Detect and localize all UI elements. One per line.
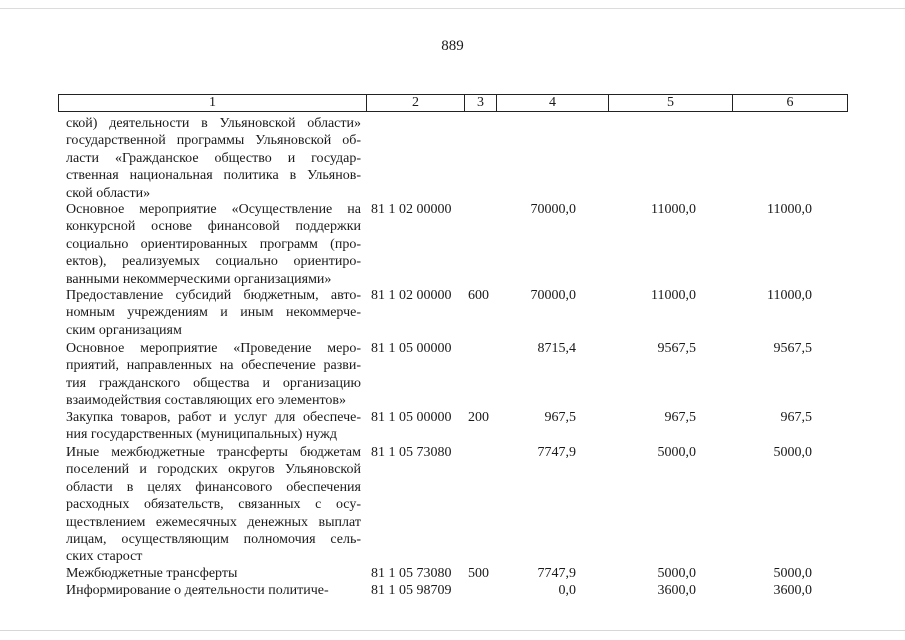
row-col-5: 5000,0 xyxy=(657,445,696,460)
row-description xyxy=(66,565,361,582)
row-col-4: 7747,9 xyxy=(537,566,576,581)
description-line: Иные межбюджетные трансферты бюджетам xyxy=(66,445,361,460)
description-line: поселений и городских округов Ульяновской xyxy=(66,462,361,478)
row-col-4: 7747,9 xyxy=(537,445,576,460)
description-line: области в целях финансового обеспечения xyxy=(66,479,361,495)
description-line: ской области» xyxy=(66,185,151,201)
description-line: ских старост xyxy=(66,549,143,565)
scan-artifact-bottom xyxy=(0,630,905,631)
row-col-6: 5000,0 xyxy=(773,566,812,581)
description-line: государственной программы Ульяновской об- xyxy=(66,133,361,149)
table-header-row xyxy=(58,94,848,112)
description-line: конкурсной основе финансовой поддержки xyxy=(66,219,361,235)
description-line: Предоставление субсидий бюджетным, авто- xyxy=(66,288,361,303)
table-row xyxy=(0,565,905,582)
row-col-5: 967,5 xyxy=(664,410,696,425)
row-code: 81 1 02 00000 xyxy=(371,202,452,217)
row-code: 81 1 02 00000 xyxy=(371,288,452,303)
row-col-4: 70000,0 xyxy=(530,288,576,303)
row-code: 81 1 05 73080 xyxy=(371,445,452,460)
description-line: взаимодействия составляющих его элементов» xyxy=(66,393,347,409)
row-description xyxy=(66,115,361,202)
scan-artifact-top xyxy=(0,8,905,9)
header-col-4: 4 xyxy=(496,95,608,111)
description-line: ласти «Гражданское общество и государ- xyxy=(66,150,361,166)
row-col-6: 9567,5 xyxy=(773,341,812,356)
row-description xyxy=(66,287,361,339)
description-line: ским организациям xyxy=(66,322,182,338)
description-line: ществлением ежемесячных денежных выплат xyxy=(66,514,361,530)
row-code: 81 1 05 98709 xyxy=(371,583,452,598)
row-code: 81 1 05 00000 xyxy=(371,410,452,425)
row-col-5: 11000,0 xyxy=(651,288,696,303)
row-code: 81 1 05 73080 xyxy=(371,566,452,581)
row-col-6: 3600,0 xyxy=(773,583,812,598)
row-description xyxy=(66,444,361,566)
description-line: Межбюджетные трансферты xyxy=(66,566,238,581)
table-row xyxy=(0,444,905,566)
row-description xyxy=(66,409,361,444)
row-col-4: 967,5 xyxy=(544,410,576,425)
description-line: расходных обязательств, связанных с осу- xyxy=(66,497,361,513)
row-col-6: 11000,0 xyxy=(767,288,812,303)
row-col-6: 11000,0 xyxy=(767,202,812,217)
header-col-1: 1 xyxy=(209,95,216,110)
description-line: социально ориентированных программ (про- xyxy=(66,236,361,252)
description-line: приятий, направленных на обеспечение разви- xyxy=(66,358,361,374)
description-line: лицам, осуществляющим полномочия сель- xyxy=(66,532,361,548)
row-description xyxy=(66,201,361,288)
description-line: ектов), реализуемых социально ориентиро- xyxy=(66,254,361,270)
row-expense-type: 200 xyxy=(468,410,489,425)
description-line: Закупка товаров, работ и услуг для обеспече- xyxy=(66,410,361,425)
row-col-6: 5000,0 xyxy=(773,445,812,460)
description-line: ской) деятельности в Ульяновской области» xyxy=(66,116,361,131)
row-col-5: 5000,0 xyxy=(657,566,696,581)
table-row xyxy=(0,340,905,410)
table-row xyxy=(0,409,905,444)
table-row xyxy=(0,115,905,202)
row-col-5: 11000,0 xyxy=(651,202,696,217)
description-line: Основное мероприятие «Осуществление на xyxy=(66,202,361,217)
row-col-5: 3600,0 xyxy=(657,583,696,598)
row-col-5: 9567,5 xyxy=(657,341,696,356)
row-col-6: 967,5 xyxy=(780,410,812,425)
row-expense-type: 500 xyxy=(468,566,489,581)
table-row xyxy=(0,582,905,599)
description-line: ния государственных (муниципальных) нужд xyxy=(66,427,337,443)
header-col-2: 2 xyxy=(366,95,464,111)
header-col-3: 3 xyxy=(464,95,496,111)
row-description xyxy=(66,582,361,599)
description-line: ванными некоммерческими организациями» xyxy=(66,271,332,287)
description-line: Информирование о деятельности политиче- xyxy=(66,583,329,598)
table-row xyxy=(0,201,905,288)
header-col-6: 6 xyxy=(732,95,847,111)
description-line: тия гражданского общества и организацию xyxy=(66,375,361,391)
description-line: номным учреждениям и иным некоммерче- xyxy=(66,305,361,321)
table-row xyxy=(0,287,905,339)
description-line: ственная национальная политика в Ульянов- xyxy=(66,168,361,184)
row-col-4: 0,0 xyxy=(558,583,576,598)
row-description xyxy=(66,340,361,410)
description-line: Основное мероприятие «Проведение меро- xyxy=(66,341,361,356)
page-number: 889 xyxy=(441,38,464,54)
row-col-4: 70000,0 xyxy=(530,202,576,217)
row-col-4: 8715,4 xyxy=(537,341,576,356)
header-col-5: 5 xyxy=(608,95,732,111)
row-expense-type: 600 xyxy=(468,288,489,303)
row-code: 81 1 05 00000 xyxy=(371,341,452,356)
